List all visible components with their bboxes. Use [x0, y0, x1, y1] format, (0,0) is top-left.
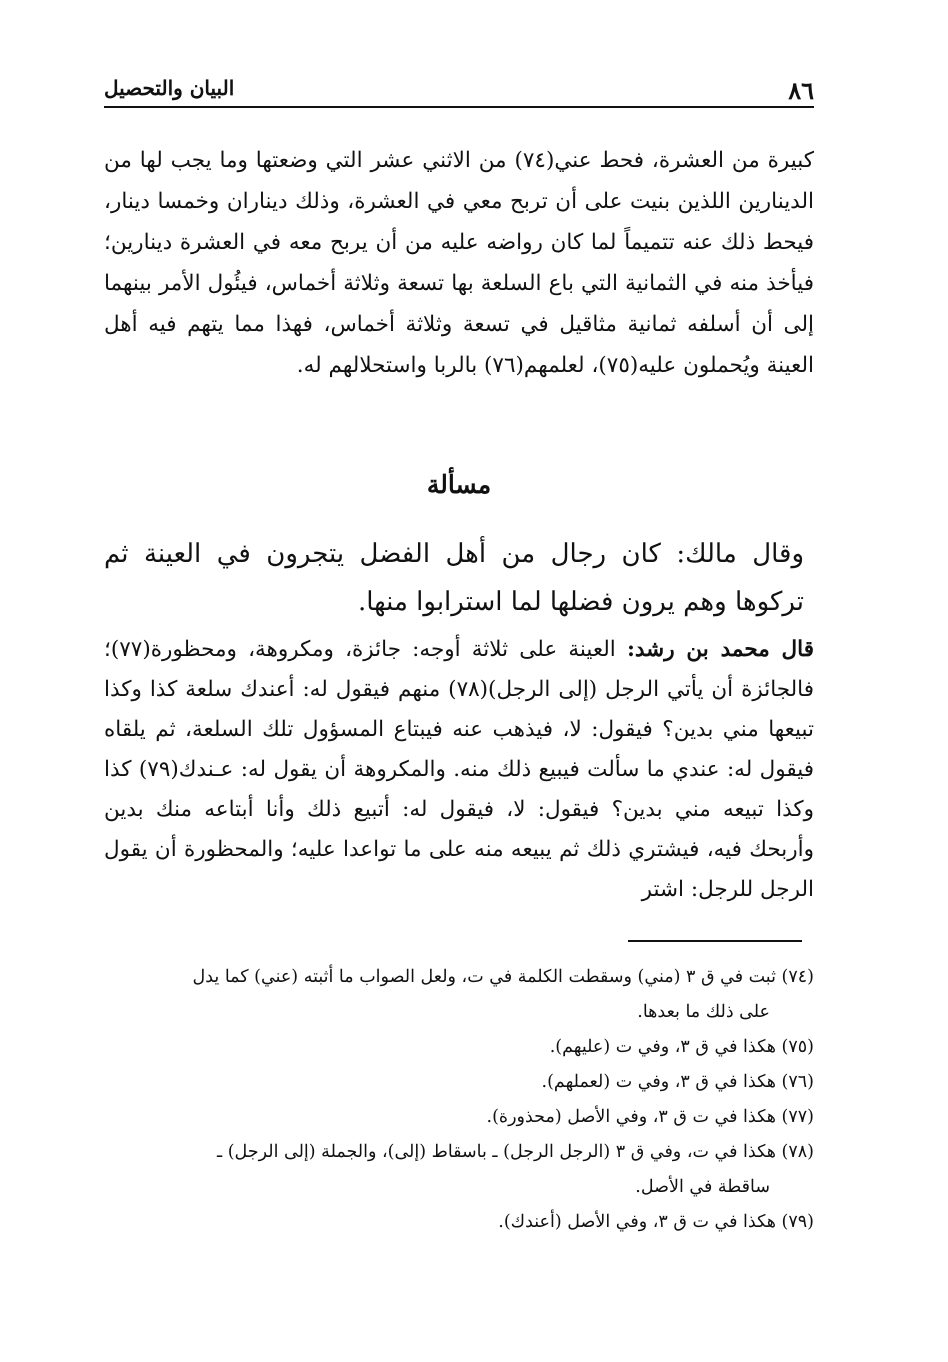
- footnote-76-text: (٧٦) هكذا في ق ٣، وفي ت (لعملهم).: [541, 1072, 814, 1092]
- footnote-75: [104, 1030, 814, 1065]
- section-heading: مسألة: [426, 470, 492, 499]
- footnote-76: [104, 1065, 814, 1100]
- footnotes: [104, 960, 814, 1240]
- footnote-79: [104, 1205, 814, 1240]
- paragraph-3-lead: قال محمد بن رشد:: [626, 637, 815, 662]
- footnote-74-text: (٧٤) ثبت في ق ٣ (مني) وسقطت الكلمة في ت، ولعل الصواب ما أثبته (عني) كما يدل: [192, 967, 814, 987]
- footnote-77: [104, 1100, 814, 1135]
- footnote-78-text: (٧٨) هكذا في ت، وفي ق ٣ (الرجل الرجل) ـ باسقاط (إلى)، والجملة (إلى الرجل) ـ: [217, 1142, 814, 1162]
- paragraph-3-body: العينة على ثلاثة أوجه: جائزة، ومكروهة، ومحظورة(٧٧)؛ فالجائزة أن يأتي الرجل (إلى الرجل)(٧٨) منهم فيقول له: أعندك سلعة كذا وكذا تبيعها مني بدين؟ فيقول: لا، فيذهب عنه فيبتاع المسؤول تلك السلعة، ثم يلقاه فيقول له: عندي ما سألت فيبيع ذلك منه. والمكروهة أن يقول له: عـندك(٧٩) كذا وكذا تبيعه مني بدين؟ فيقول: لا، فيقول له: أتبيع ذلك وأنا أبتاعه منك بدين وأربحك فيه، فيشتري ذلك ثم يبيعه منه على ما تواعدا عليه؛ والمحظورة أن يقول الرجل للرجل: اشتر: [104, 637, 814, 902]
- footnote-78-continuation: ساقطة في الأصل.: [635, 1177, 770, 1197]
- page-number: ٨٦: [788, 76, 814, 105]
- running-title: البيان والتحصيل: [104, 76, 235, 100]
- footnote-78: [104, 1135, 814, 1205]
- footnote-77-text: (٧٧) هكذا في ت ق ٣، وفي الأصل (محذورة).: [486, 1107, 814, 1127]
- footnote-79-text: (٧٩) هكذا في ت ق ٣، وفي الأصل (أعندك).: [498, 1212, 814, 1232]
- paragraph-1: كبيرة من العشرة، فحط عني(٧٤) من الاثني عشر التي وضعتها وما يجب لها من الدينارين اللذين بنيت على أن تربح معي في العشرة، وذلك ديناران وخمسا دينار، فيحط ذلك عنه تتميماً لما كان رواضه عليه من أن يربح معه في العشرة دينارين؛ فيأخذ منه في الثمانية التي باع السلعة بها تسعة وثلاثة أخماس، فيئُول الأمر بينهما إلى أن أسلفه ثمانية مثاقيل في تسعة وثلاثة أخماس، فهذا مما يتهم فيه أهل العينة ويُحملون عليه(٧٥)، لعلمهم(٧٦) بالربا واستحلالهم له.: [104, 148, 814, 378]
- footnote-divider: [628, 940, 802, 942]
- footnote-75-text: (٧٥) هكذا في ق ٣، وفي ت (عليهم).: [549, 1037, 814, 1057]
- footnote-74: [104, 960, 814, 1030]
- footnote-74-continuation: على ذلك ما بعدها.: [637, 1002, 770, 1022]
- paragraph-3: [104, 630, 814, 910]
- page-header: [104, 70, 814, 108]
- paragraph-2: وقال مالك: كان رجال من أهل الفضل يتجرون في العينة ثم تركوها وهم يرون فضلها لما استرابوا منها.: [104, 539, 804, 617]
